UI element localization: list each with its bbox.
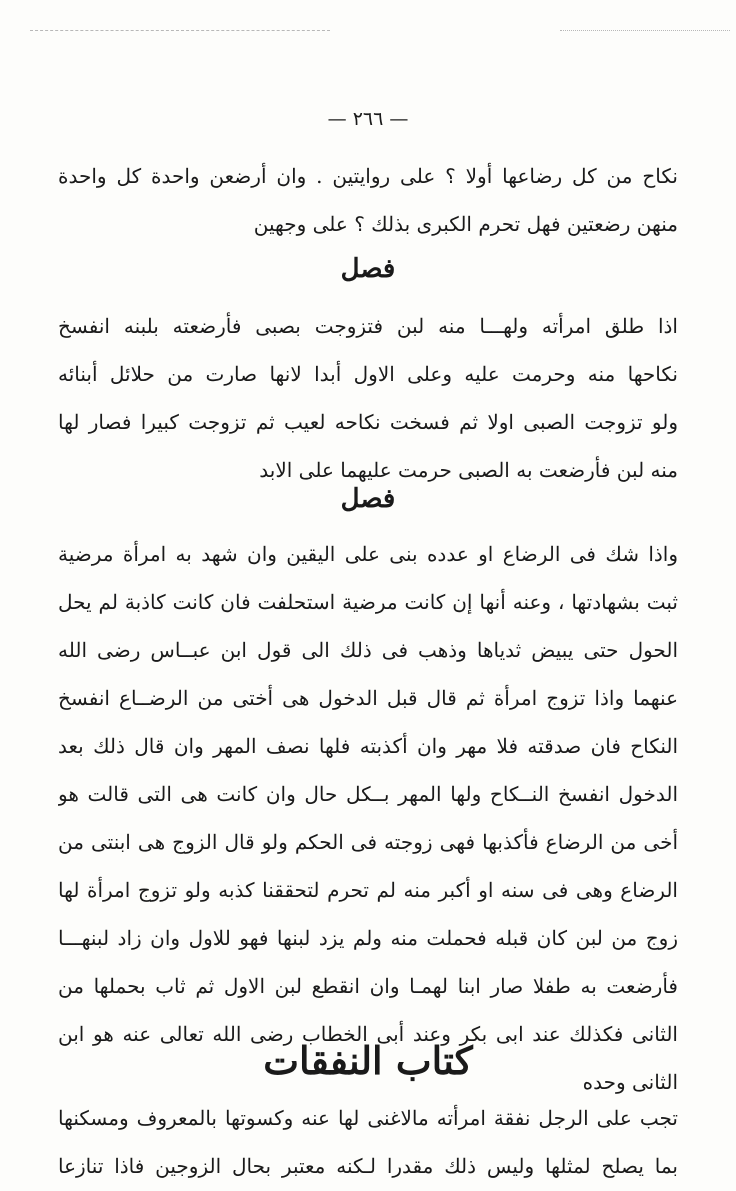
intro-paragraph (58, 152, 678, 248)
text-line: الثانى فكذلك عند ابى بكر وعند أبى الخطاب رضى الله تعالى عنه هو ابن (58, 1022, 678, 1046)
text-line: تجب على الرجل نفقة امرأته مالاغنى لها عنه وكسوتها بالمعروف ومسكنها (58, 1106, 678, 1130)
book-paragraph (58, 1094, 678, 1190)
text-line: منه لبن فأرضعت به الصبى حرمت عليهما على الابد (259, 458, 678, 482)
text-line: الدخول انفسخ النــكاح ولها المهر بــكل حال وان كانت هى التى قالت هو (58, 782, 678, 806)
text-line: ولو تزوجت الصبى اولا ثم فسخت نكاحه لعيب ثم تزوجت كبيرا فصار لها (58, 410, 678, 434)
section-1-paragraph (58, 302, 678, 494)
text-line: النكاح فان صدقته فلا مهر وان أكذبته فلها نصف المهر وان قال ذلك بعد (58, 734, 678, 758)
text-line: نكاح من كل رضاعها أولا ؟ على روايتين . وان أرضعن واحدة كل واحدة (58, 164, 678, 188)
text-line: أخى من الرضاع فأكذبها فهى زوجته فى الحكم ولو قال الزوج هى ابنتى من (58, 830, 678, 854)
book-title: كتاب النفقات (263, 1038, 473, 1083)
text-line: الحول حتى يبيض ثدياها وذهب فى ذلك الى قول ابن عبــاس رضى الله (58, 638, 678, 662)
text-line: نكاحها منه وحرمت عليه وعلى الاول أبدا لانها صارت من حلائل أبنائه (58, 362, 678, 386)
text-line: بما يصلح لمثلها وليس ذلك مقدرا لـكنه معتبر بحال الزوجين فاذا تنازعا (58, 1154, 678, 1178)
text-line: الثانى وحده (582, 1070, 678, 1094)
scan-edge-mark (560, 30, 730, 31)
text-line: ثبت بشهادتها ، وعنه أنها إن كانت مرضية استحلفت فان كانت كاذبة لم يحل (58, 590, 678, 614)
text-line: فأرضعت به طفلا صار ابنا لهمـا وان انقطع لبن الاول ثم ثاب بحملها من (58, 974, 678, 998)
text-line: واذا شك فى الرضاع او عدده بنى على اليقين وان شهد به امرأة مرضية (58, 542, 678, 566)
scan-edge-mark (30, 30, 330, 31)
text-line: عنهما واذا تزوج امرأة ثم قال قبل الدخول هى أختى من الرضــاع انفسخ (58, 686, 678, 710)
text-line: منهن رضعتين فهل تحرم الكبرى بذلك ؟ على وجهين (253, 212, 678, 236)
text-line: اذا طلق امرأته ولهـــا منه لبن فتزوجت بصبى فأرضعته بلبنه انفسخ (58, 314, 678, 338)
text-line: زوج من لبن كان قبله فحملت منه ولم يزد لبنها فهو للاول وان زاد لبنهـــا (58, 926, 678, 950)
section-heading: فصل (340, 484, 396, 514)
section-heading: فصل (340, 254, 396, 284)
page-number: — ٢٦٦ — (327, 108, 409, 130)
text-line: الرضاع وهى فى سنه او أكبر منه لم تحرم لتحققنا كذبه ولو تزوج امرأة لها (58, 878, 678, 902)
section-2-paragraph (58, 530, 678, 1106)
